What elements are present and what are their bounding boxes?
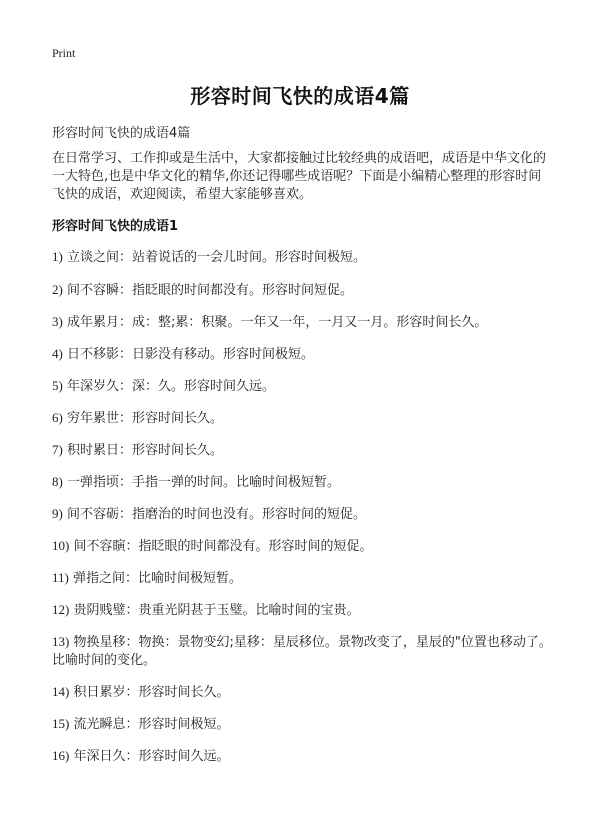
item-number: 5) xyxy=(52,378,63,393)
item-text: 日不移影：日影没有移动。形容时间极短。 xyxy=(66,347,314,362)
print-label: Print xyxy=(52,46,76,60)
list-item xyxy=(52,345,552,364)
item-text: 立谈之间：站着说话的一会儿时间。形容时间极短。 xyxy=(66,250,366,265)
list-item xyxy=(52,633,552,670)
list-item xyxy=(52,715,552,734)
item-text: 积时累日：形容时间长久。 xyxy=(66,443,223,458)
item-text: 年深岁久：深：久。形容时间久远。 xyxy=(66,379,275,394)
item-number: 15) xyxy=(52,716,70,731)
list-item xyxy=(52,248,552,267)
list-item xyxy=(52,601,552,620)
document-title: 形容时间飞快的成语4篇 xyxy=(190,84,410,108)
list-item xyxy=(52,313,552,332)
list-item xyxy=(52,377,552,396)
list-item xyxy=(52,409,552,428)
document-subtitle: 形容时间飞快的成语4篇 xyxy=(52,126,191,141)
item-text: 贵阴贱璧：贵重光阴甚于玉璧。比喻时间的宝贵。 xyxy=(73,603,360,618)
item-number: 10) xyxy=(52,538,70,553)
item-text: 间不容瞬：指眨眼的时间都没有。形容时间短促。 xyxy=(66,283,353,298)
item-number: 2) xyxy=(52,282,63,297)
item-number: 4) xyxy=(52,346,63,361)
list-item xyxy=(52,281,552,300)
item-text: 物换星移：物换：景物变幻;星移：星辰移位。景物改变了，星辰的"位置也移动了。比喻时间的变化。 xyxy=(52,635,552,668)
item-number: 3) xyxy=(52,314,63,329)
item-number: 12) xyxy=(52,602,70,617)
item-number: 7) xyxy=(52,442,63,457)
item-number: 16) xyxy=(52,748,70,763)
item-text: 穷年累世：形容时间长久。 xyxy=(66,411,223,426)
item-text: 弹指之间：比喻时间极短暂。 xyxy=(73,571,243,586)
item-number: 9) xyxy=(52,506,63,521)
item-number: 8) xyxy=(52,474,63,489)
list-item xyxy=(52,537,552,556)
list-item xyxy=(52,747,552,766)
item-text: 积日累岁：形容时间长久。 xyxy=(73,685,230,700)
item-text: 间不容砺：指磨治的时间也没有。形容时间的短促。 xyxy=(66,507,366,522)
item-number: 6) xyxy=(52,410,63,425)
section-heading: 形容时间飞快的成语1 xyxy=(52,219,179,234)
item-number: 1) xyxy=(52,249,63,264)
item-number: 13) xyxy=(52,634,70,649)
item-text: 一弹指顷：手指一弹的时间。比喻时间极短暂。 xyxy=(66,475,340,490)
list-item xyxy=(52,441,552,460)
item-text: 流光瞬息：形容时间极短。 xyxy=(73,717,230,732)
item-number: 11) xyxy=(52,570,69,585)
item-text: 年深日久：形容时间久远。 xyxy=(73,749,230,764)
item-text: 间不容瞚：指眨眼的时间都没有。形容时间的短促。 xyxy=(73,539,373,554)
item-number: 14) xyxy=(52,684,70,699)
list-item xyxy=(52,569,552,588)
list-item xyxy=(52,505,552,524)
intro-paragraph: 在日常学习、工作抑或是生活中，大家都接触过比较经典的成语吧，成语是中华文化的一大特色,也是中华文化的精华,你还记得哪些成语呢？下面是小编精心整理的形容时间飞快的成语，欢迎阅读，希望大家能够喜欢。 xyxy=(52,151,547,202)
item-text: 成年累月：成：整;累：积聚。一年又一年，一月又一月。形容时间长久。 xyxy=(66,315,488,330)
list-item xyxy=(52,683,552,702)
list-item xyxy=(52,473,552,492)
